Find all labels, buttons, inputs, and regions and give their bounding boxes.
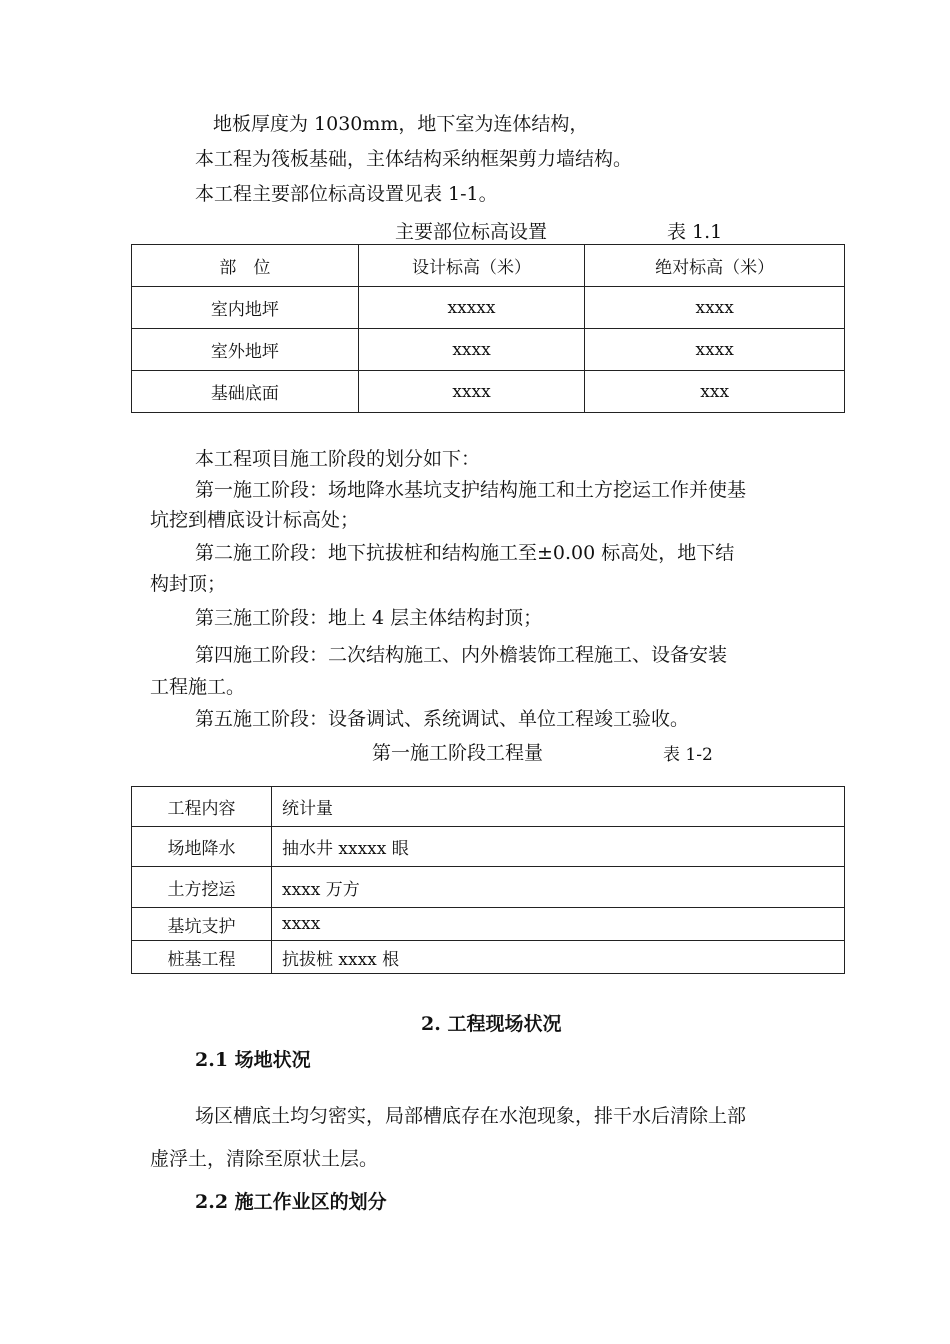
table-cell: 室外地坪 <box>132 329 359 371</box>
table-row <box>132 371 845 413</box>
table-row <box>132 287 845 329</box>
table-row <box>132 329 845 371</box>
table-cell: 场地降水 <box>132 827 272 867</box>
table-header-cell: 部 位 <box>132 245 359 287</box>
table-cell: 工程内容 <box>132 787 272 827</box>
table-cell: xxxx <box>585 329 845 371</box>
table-row <box>132 941 845 974</box>
subsection-heading-work-zones: 2.2 施工作业区的划分 <box>195 1191 387 1213</box>
quantity-table <box>131 786 845 974</box>
stage3-line: 第三施工阶段：地上 4 层主体结构封顶； <box>195 607 543 629</box>
elevation-table <box>131 244 845 413</box>
intro-line-1: 地板厚度为 1030mm，地下室为连体结构， <box>213 113 589 135</box>
table-row <box>132 827 845 867</box>
site-paragraph-line-a: 场区槽底土均匀密实，局部槽底存在水泡现象，排干水后清除上部 <box>195 1105 747 1127</box>
table-cell: xxxx <box>585 287 845 329</box>
table-cell: 室内地坪 <box>132 287 359 329</box>
table-cell: 抗拔桩 xxxx 根 <box>272 941 845 974</box>
subsection-heading-site: 2.1 场地状况 <box>195 1049 311 1071</box>
table-cell: xxxx <box>358 329 585 371</box>
table1-number: 表 1.1 <box>667 221 723 243</box>
table-header-cell: 绝对标高（米） <box>585 245 845 287</box>
stage1-line-a: 第一施工阶段：场地降水基坑支护结构施工和土方挖运工作并使基 <box>195 479 747 501</box>
stages-intro: 本工程项目施工阶段的划分如下： <box>195 448 481 470</box>
stage2-line-a: 第二施工阶段：地下抗拔桩和结构施工至±0.00 标高处，地下结 <box>195 542 735 564</box>
table-cell: 桩基工程 <box>132 941 272 974</box>
site-paragraph-line-b: 虚浮土，清除至原状土层。 <box>150 1148 379 1170</box>
table-cell: 抽水井 xxxxx 眼 <box>272 827 845 867</box>
table-cell: xxxx 万方 <box>272 867 845 908</box>
table2-number: 表 1-2 <box>663 745 713 765</box>
table-row <box>132 908 845 941</box>
table-row <box>132 787 845 827</box>
table-cell: xxxx <box>272 908 845 941</box>
stage5-line: 第五施工阶段：设备调试、系统调试、单位工程竣工验收。 <box>195 708 690 730</box>
stage2-line-b: 构封顶； <box>150 573 227 595</box>
intro-line-2: 本工程为筏板基础，主体结构采纳框架剪力墙结构。 <box>195 148 633 170</box>
stage1-line-b: 坑挖到槽底设计标高处； <box>150 509 360 531</box>
intro-line-3: 本工程主要部位标高设置见表 1-1。 <box>195 183 498 205</box>
table1-caption: 主要部位标高设置 <box>395 221 548 243</box>
table-cell: xxxx <box>358 371 585 413</box>
stage4-line-b: 工程施工。 <box>150 676 246 698</box>
stage4-line-a: 第四施工阶段：二次结构施工、内外檐装饰工程施工、设备安装 <box>195 644 728 666</box>
table-cell: 土方挖运 <box>132 867 272 908</box>
table-cell: 统计量 <box>272 787 845 827</box>
table2-caption: 第一施工阶段工程量 <box>372 742 544 764</box>
table-cell: 基础底面 <box>132 371 359 413</box>
table-cell: xxx <box>585 371 845 413</box>
table-header-row <box>132 245 845 287</box>
table-header-cell: 设计标高（米） <box>358 245 585 287</box>
table-row <box>132 867 845 908</box>
table-cell: xxxxx <box>358 287 585 329</box>
section-title: 2. 工程现场状况 <box>421 1013 562 1035</box>
table-cell: 基坑支护 <box>132 908 272 941</box>
